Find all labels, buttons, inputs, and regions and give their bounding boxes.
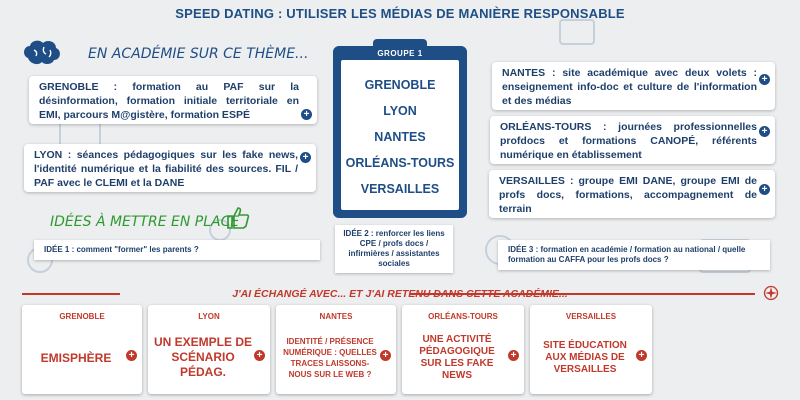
- exchange-card-academy: GRENOBLE: [59, 312, 105, 321]
- plus-icon[interactable]: +: [301, 109, 312, 120]
- card-nantes[interactable]: [492, 62, 775, 110]
- card-lyon-text: LYON : séances pédagogiques sur les fake news, l'identité numérique et la fiabilité des sources. FIL / PAF avec le CLEMI et la DANE: [34, 149, 298, 189]
- card-grenoble-text: GRENOBLE : formation au PAF sur la désinformation, formation initiale territoriale en EMI, parcours M@gistère, formation ESPÉ: [39, 81, 299, 121]
- card-versailles[interactable]: [489, 170, 775, 218]
- group-label: GROUPE 1: [377, 49, 423, 58]
- card-grenoble[interactable]: [29, 76, 317, 124]
- exchange-card-retained: EMISPHÈRE: [40, 350, 112, 365]
- exchange-card-retained: SITE ÉDUCATION AUX MÉDIAS DE VERSAILLES: [543, 339, 627, 375]
- exchange-card-academy: VERSAILLES: [565, 312, 617, 321]
- group-member: LYON: [383, 104, 417, 118]
- card-orleans-tours-text: ORLÉANS-TOURS : journées professionnelles profdocs et formations CANOPÉ, référents numérique en établissement: [500, 121, 757, 161]
- page-title: SPEED DATING : UTILISER LES MÉDIAS DE MANIÈRE RESPONSABLE: [175, 6, 625, 21]
- brain-icon: [22, 38, 62, 68]
- idea-3-text: IDÉE 3 : formation en académie / formation au national / quelle formation au CAFFA pour les profs docs ?: [508, 245, 746, 264]
- card-nantes-text: NANTES : site académique avec deux volets : enseignement info-doc et culture de l'information et des médias: [502, 67, 757, 107]
- plus-icon[interactable]: +: [126, 350, 137, 361]
- exchange-card-retained: UN EXEMPLE DE SCÉNARIO PÉDAG.: [154, 335, 253, 379]
- compass-icon: [763, 285, 779, 301]
- plus-icon[interactable]: +: [759, 126, 770, 137]
- plus-icon[interactable]: +: [254, 350, 265, 361]
- idea-1-text: IDÉE 1 : comment "former" les parents ?: [44, 245, 199, 254]
- plus-icon[interactable]: +: [636, 350, 647, 361]
- exchange-card-academy: ORLÉANS-TOURS: [428, 312, 498, 321]
- academie-heading: EN ACADÉMIE SUR CE THÈME...: [88, 46, 309, 62]
- idea-2-text: IDÉE 2 : renforcer les liens CPE / profs docs / infirmières / assistantes sociales: [343, 229, 445, 268]
- plus-icon[interactable]: +: [380, 350, 391, 361]
- exchange-card-versailles[interactable]: [530, 305, 652, 394]
- plus-icon[interactable]: +: [508, 350, 519, 361]
- card-versailles-text: VERSAILLES : groupe EMI DANE, groupe EMI de profs docs, formations, accompagnement de terrain: [499, 175, 757, 215]
- plus-icon[interactable]: +: [759, 184, 770, 195]
- clipboard-paper: [341, 60, 459, 210]
- exchange-card-retained: UNE ACTIVITÉ PÉDAGOGIQUE SUR LES FAKE NEWS: [419, 333, 495, 381]
- group-members: [341, 72, 459, 202]
- idea-3: [498, 240, 770, 270]
- thumbs-up-icon: [226, 206, 250, 230]
- exchange-card-nantes[interactable]: [276, 305, 396, 394]
- group-clipboard: [333, 46, 467, 218]
- group-member: NANTES: [374, 130, 426, 144]
- exchange-heading: J'AI ÉCHANGÉ AVEC... ET J'AI RETENU DANS CETTE ACADÉMIE...: [232, 288, 568, 300]
- group-member: VERSAILLES: [360, 182, 440, 196]
- exchange-card-retained: IDENTITÉ / PRÉSENCE NUMÉRIQUE : QUELLES TRACES LAISSONS-NOUS SUR LE WEB ?: [283, 336, 377, 379]
- exchange-card-lyon[interactable]: [148, 305, 270, 394]
- group-member: ORLÉANS-TOURS: [345, 156, 455, 170]
- exchange-card-grenoble[interactable]: [22, 305, 142, 394]
- idees-heading: IDÉES À METTRE EN PLACE: [50, 214, 240, 230]
- exchange-card-academy: NANTES: [319, 312, 353, 321]
- plus-icon[interactable]: +: [300, 152, 311, 163]
- group-member: GRENOBLE: [364, 78, 436, 92]
- card-orleans-tours[interactable]: [490, 116, 775, 164]
- idea-2: [335, 225, 453, 273]
- plus-icon[interactable]: +: [759, 74, 770, 85]
- exchange-card-academy: LYON: [198, 312, 220, 321]
- exchange-card-orleans-tours[interactable]: [402, 305, 524, 394]
- idea-1: [34, 240, 320, 260]
- card-lyon[interactable]: [24, 144, 316, 192]
